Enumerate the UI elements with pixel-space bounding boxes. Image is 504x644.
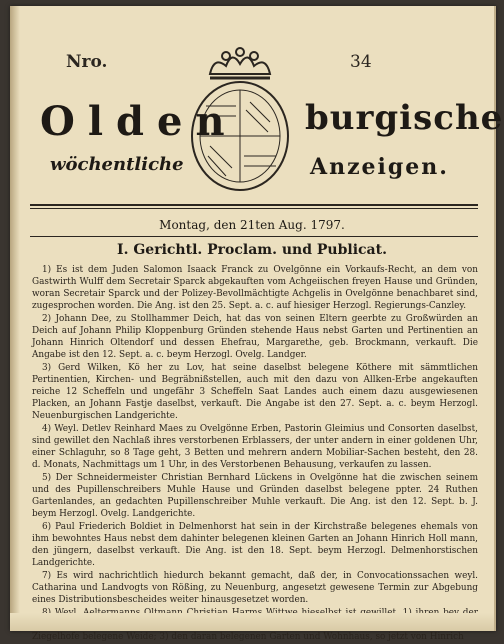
paragraph: 5) Der Schneidermeister Christian Bernhard Lückens in Ovelgönne hat die zwischen seinem und des Pupillenschreibers Muhle Hause und Gründen daselbst belegene ppter. 24 Ruthen Gartenlandes, an gedachten Pupillenschreiber Muhle verkauft. Die Ang. ist den 12. Sept. b. J. beym Herzogl. Ovelg. Landgerichte. [32, 473, 478, 519]
title-right: burgische [305, 98, 504, 138]
article-body [32, 264, 478, 644]
header-rule-inner [30, 208, 478, 209]
title-left: Olden [40, 98, 238, 145]
issue-label: Nro. [66, 52, 108, 72]
paragraph: 7) Es wird nachrichtlich hiedurch bekannt gemacht, daß der, in Convocationssachen weyl. Catharina und Landvogts von Rößing, zu Neuenburg, angesetzt gewesene Termin zur Abgebung eines Distributionsbescheides weiter hinausgesetzet worden. [32, 571, 478, 605]
dateline-rule [30, 236, 478, 237]
binding-gutter [10, 6, 20, 631]
paragraph: 1) Es ist dem Juden Salomon Isaack Franck zu Ovelgönne ein Vorkaufs-Recht, an dem von Gastwirth Wulff dem Secretair Sparck abgekauften vom Achgeiischen freyen Hause und Gründen, woran Secretair Sparck und der Polizey-Bevollmächtigte Achgelis in Ovelgönne benachbaret sind, zugesprochen worden. Die Ang. ist den 25. Sept. a. c. auf hiesiger Herzogl. Regierungs-Canzley. [32, 265, 478, 311]
issue-number: 34 [350, 52, 372, 72]
paragraph: Ziegelhofe belegene Weide; 3) den daran belegenen Garten und Wohnhaus, so jetzt von Hinrich [32, 632, 464, 642]
newspaper-page [10, 6, 504, 642]
subtitle-left: wöchentliche [50, 154, 184, 175]
header-rule-top [30, 204, 478, 206]
paragraph: 4) Weyl. Detlev Reinhard Maes zu Ovelgönne Erben, Pastorin Gleimius und Consorten daselbst, sind gewillet den Nachlaß ihres verstorbenen Erblassers, der unter andern in einer goldenen Uhr, einer Schlaguhr, so 8 Tage geht, 3 Betten und mehrern andern Mobiliar-Sachen besteht, den 28. d. Monats, Nachmittags um 1 Uhr, in des Verstorbenen Behausung, verkaufen zu lassen. [32, 424, 478, 470]
paragraph: 6) Paul Friederich Boldiet in Delmenhorst hat sein in der Kirchstraße belegenes ehemals von ihm bewohntes Haus nebst dem dahinter belegenen kleinen Garten an Johann Hinrich Holl mann, den jüngern, daselbst verkauft. Die Ang. ist den 18. Sept. beym Herzogl. Delmenhorstischen Landgerichte. [32, 522, 478, 568]
dateline: Montag, den 21ten Aug. 1797. [159, 218, 345, 232]
page-bottom-edge [10, 613, 494, 631]
section-title: I. Gerichtl. Proclam. und Publicat. [117, 242, 387, 258]
paragraph: 2) Johann Dee, zu Stollhammer Deich, hat das von seinen Eltern geerbte zu Großwürden an Deich auf Johann Philip Kloppenburg Gründen stehende Haus nebst Garten und Pertinentien an Johann Hinrich Oltendorf und dessen Ehefrau, Margarethe, geb. Brockmann, verkauft. Die Angabe ist den 12. Sept. a. c. beym Herzogl. Ovelg. Landger. [32, 314, 478, 360]
subtitle-right: Anzeigen. [310, 154, 449, 180]
paragraph: 3) Gerd Wilken, Kö her zu Lov, hat seine daselbst belegene Köthere mit sämmtlichen Pertinentien, Kirchen- und Begräbnißstellen, auch mit den dazu von Allken-Erbe angekauften reiche 12 Scheffeln und ungefähr 3 Scheffeln Saat Landes auch einem dazu ausgewiesenen Placken, an Johann Fastje daselbst, verkauft. Die Angabe ist den 27. Sept. a. c. beym Herzogl. Neuenburgischen Landgerichte. [32, 363, 478, 421]
